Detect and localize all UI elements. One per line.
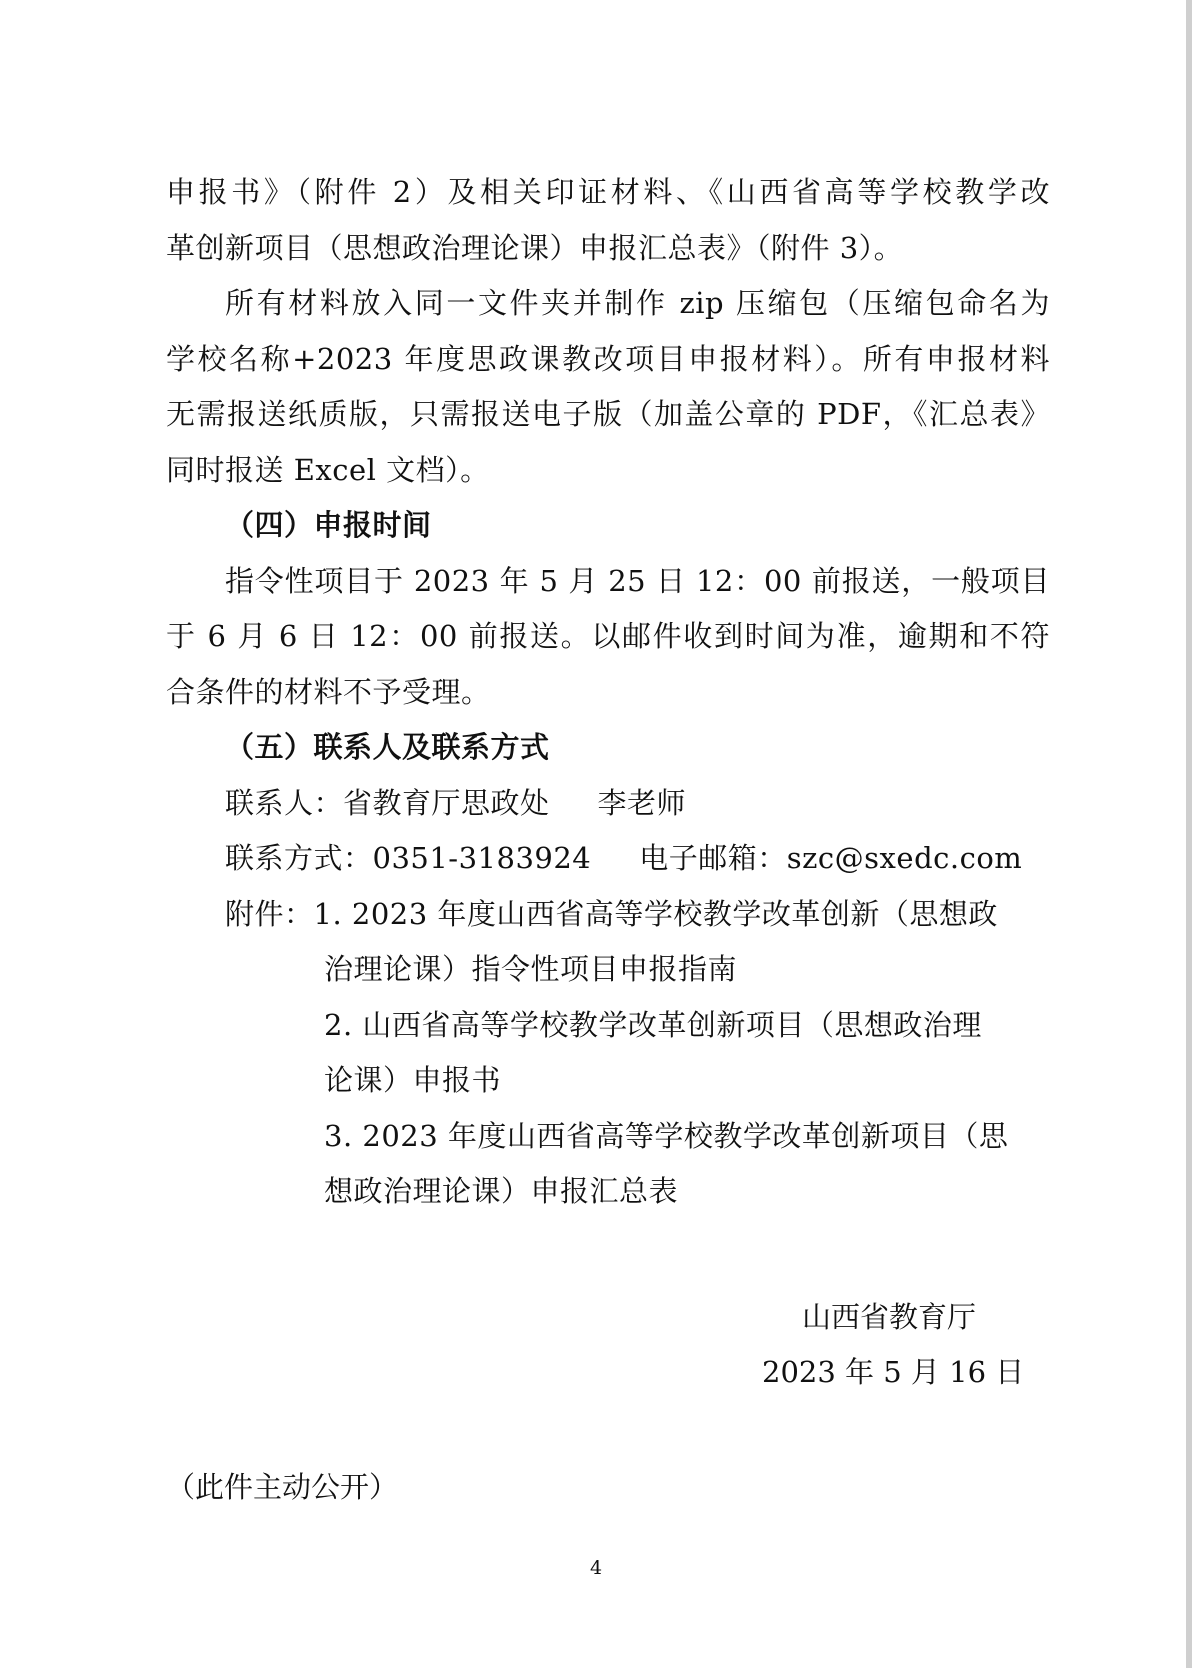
attachment-item-3: 3. 2023 年度山西省高等学校教学改革创新项目（思 (324, 1118, 1009, 1153)
body-line: 同时报送 Excel 文档）。 (166, 452, 490, 487)
attachment-continuation: 论课）申报书 (324, 1063, 502, 1097)
body-line: 申报书》（附件 2）及相关印证材料、《山西省高等学校教学改 (166, 175, 1050, 209)
phone-label: 联系方式：0351-3183924 (225, 841, 592, 875)
document-page (166, 165, 1050, 1220)
phone-line (166, 831, 1050, 887)
page-number: 4 (589, 1557, 603, 1579)
contact-line (166, 776, 1050, 832)
body-line: 合条件的材料不予受理。 (166, 674, 491, 709)
body-line: 革创新项目（思想政治理论课）申报汇总表》（附件 3）。 (166, 230, 904, 265)
signature-org: 山西省教育厅 (802, 1300, 977, 1334)
contact-name: 李老师 (597, 785, 687, 820)
body-line: 无需报送纸质版，只需报送电子版（加盖公章的 PDF，《汇总表》 (166, 397, 1050, 431)
section-heading: （五）联系人及联系方式 (225, 730, 550, 764)
page-edge (1186, 0, 1192, 1668)
public-note: （此件主动公开） (166, 1470, 399, 1504)
body-line: 于 6 月 6 日 12：00 前报送。以邮件收到时间为准，逾期和不符 (166, 619, 1050, 653)
attachment-label: 附件： (225, 896, 314, 931)
attachment-item-1: 1. 2023 年度山西省高等学校教学改革创新（思想政 (313, 896, 998, 931)
body-line: 学校名称+2023 年度思政课教改项目申报材料）。所有申报材料 (166, 341, 1050, 376)
email-label: 电子邮箱：szc@sxedc.com (639, 841, 1023, 875)
attachment-item-2: 2. 山西省高等学校教学改革创新项目（思想政治理 (324, 1007, 982, 1042)
attachment-continuation: 治理论课）指令性项目申报指南 (324, 952, 738, 986)
body-line: 指令性项目于 2023 年 5 月 25 日 12：00 前报送，一般项目 (225, 563, 1050, 598)
contact-label: 联系人：省教育厅思政处 (225, 785, 550, 820)
section-heading: （四）申报时间 (225, 508, 432, 542)
attachment-line (166, 887, 1050, 943)
attachment-continuation: 想政治理论课）申报汇总表 (324, 1174, 679, 1208)
body-line: 所有材料放入同一文件夹并制作 zip 压缩包（压缩包命名为 (225, 286, 1050, 320)
signature-date: 2023 年 5 月 16 日 (762, 1355, 1025, 1389)
